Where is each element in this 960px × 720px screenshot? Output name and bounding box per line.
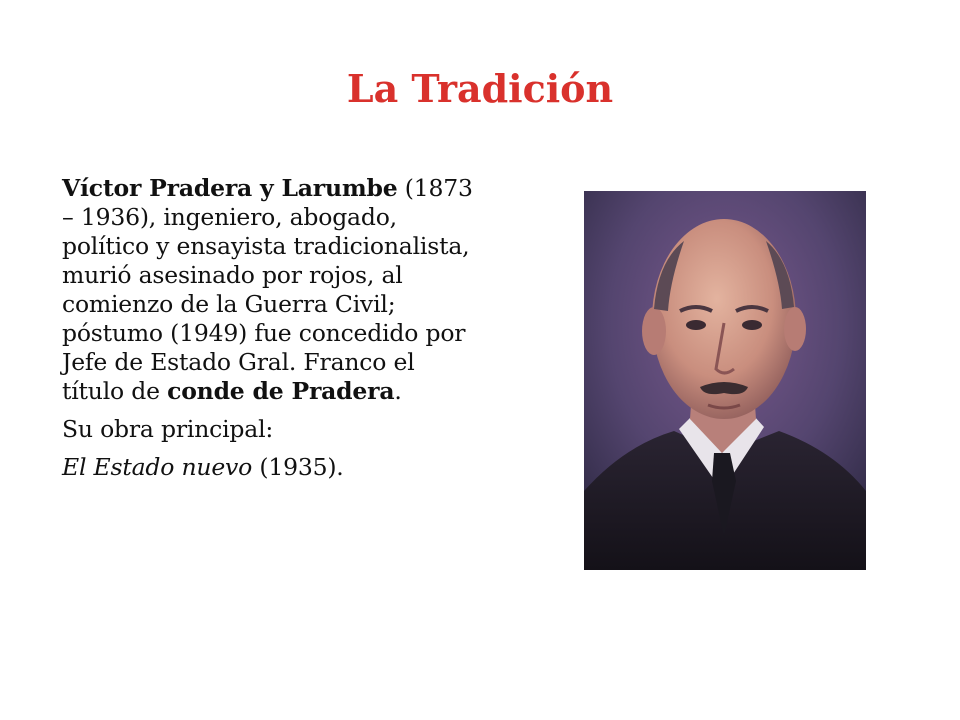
work-year: (1935). (252, 453, 344, 481)
work-line (62, 453, 482, 482)
slide-title: La Tradición (346, 66, 614, 111)
work-label: Su obra principal: (62, 415, 274, 443)
bio-text: (1873 – 1936), ingeniero, abogado, político y ensayista tradicionalista, murió asesinado por rojos, al comienzo de la Guerra Civil; póstumo (1949) fue concedido por Jefe de Estado Gral. Franco el título de (62, 174, 473, 405)
bio-paragraph (62, 174, 482, 406)
work-title: El Estado nuevo (62, 453, 253, 481)
bio-end: . (394, 377, 402, 405)
body-text (62, 174, 482, 482)
noble-title: conde de Pradera (167, 377, 395, 405)
person-name: Víctor Pradera y Larumbe (62, 174, 398, 202)
portrait-photo (584, 191, 866, 570)
